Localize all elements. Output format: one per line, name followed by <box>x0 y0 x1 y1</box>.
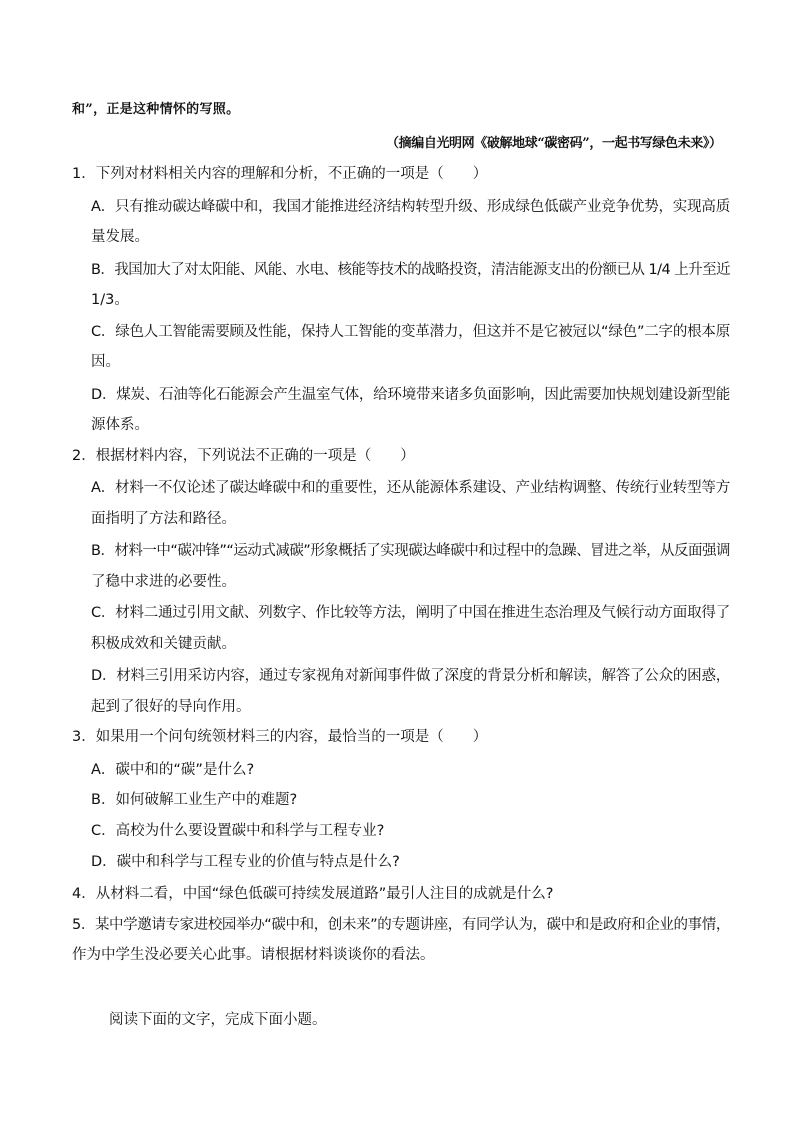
question-1-option-d: D．煤炭、石油等化石能源会产生温室气体，给环境带来诸多负面影响，因此需要加快规划建设新型能 <box>91 387 730 403</box>
question-2-option-b: B．材料一中“碳冲锋”“运动式减碳”形象概括了实现碳达峰碳中和过程中的急躁、冒进之举，从反面强调 <box>91 543 731 559</box>
question-1-option-d-cont: 源体系。 <box>91 417 149 433</box>
question-5-stem-cont: 作为中学生没必要关心此事。请根据材料谈谈你的看法。 <box>72 947 435 963</box>
question-3-option-c: C．高校为什么要设置碳中和科学与工程专业? <box>91 823 385 839</box>
question-3-option-d: D．碳中和科学与工程专业的价值与特点是什么? <box>91 854 400 870</box>
question-2-stem: 2．根据材料内容，下列说法不正确的一项是（ ） <box>72 448 415 464</box>
question-1-option-b: B．我国加大了对太阳能、风能、水电、核能等技术的战略投资，清洁能源支出的份额已从 1/4 上升至近 <box>91 262 730 278</box>
question-2-option-a: A．材料一不仅论述了碳达峰碳中和的重要性，还从能源体系建设、产业结构调整、传统行业转型等方 <box>91 480 731 496</box>
source-citation: （摘编自光明网《破解地球“碳密码”，一起书写绿色未来》） <box>386 136 722 151</box>
question-1-stem: 1．下列对材料相关内容的理解和分析，不正确的一项是（ ） <box>72 166 488 182</box>
question-4-stem: 4．从材料二看，中国“绿色低碳可持续发展道路”最引人注目的成就是什么? <box>72 886 554 902</box>
intro-tail-text: 和”，正是这种情怀的写照。 <box>72 102 240 117</box>
next-section-instruction: 阅读下面的文字，完成下面小题。 <box>109 1012 327 1028</box>
question-2-option-d: D．材料三引用采访内容，通过专家视角对新闻事件做了深度的背景分析和解读，解答了公众的困惑， <box>91 668 730 684</box>
question-2-option-c: C．材料二通过引用文献、列数字、作比较等方法，阐明了中国在推进生态治理及气候行动方面取得了 <box>91 605 730 621</box>
question-2-option-d-cont: 起到了很好的导向作用。 <box>91 699 251 715</box>
question-1-option-c-cont: 因。 <box>91 354 120 370</box>
question-1-option-b-cont: 1/3。 <box>91 292 129 308</box>
question-2-option-b-cont: 了稳中求进的必要性。 <box>91 574 236 590</box>
question-2-option-c-cont: 积极成效和关键贡献。 <box>91 636 236 652</box>
question-1-option-c: C．绿色人工智能需要顾及性能，保持人工智能的变革潜力，但这并不是它被冠以“绿色”二字的根本原 <box>91 324 730 340</box>
question-1-option-a: A．只有推动碳达峰碳中和，我国才能推进经济结构转型升级、形成绿色低碳产业竞争优势，实现高质 <box>91 199 731 215</box>
question-5-stem: 5．某中学邀请专家进校园举办“碳中和，创未来”的专题讲座，有同学认为，碳中和是政府和企业的事情， <box>72 917 730 933</box>
question-1-option-a-cont: 量发展。 <box>91 229 149 245</box>
question-3-option-b: B．如何破解工业生产中的难题? <box>91 792 298 808</box>
question-3-option-a: A．碳中和的“碳”是什么? <box>91 762 255 778</box>
question-2-option-a-cont: 面指明了方法和路径。 <box>91 511 236 527</box>
question-3-stem: 3．如果用一个问句统领材料三的内容，最恰当的一项是（ ） <box>72 729 488 745</box>
